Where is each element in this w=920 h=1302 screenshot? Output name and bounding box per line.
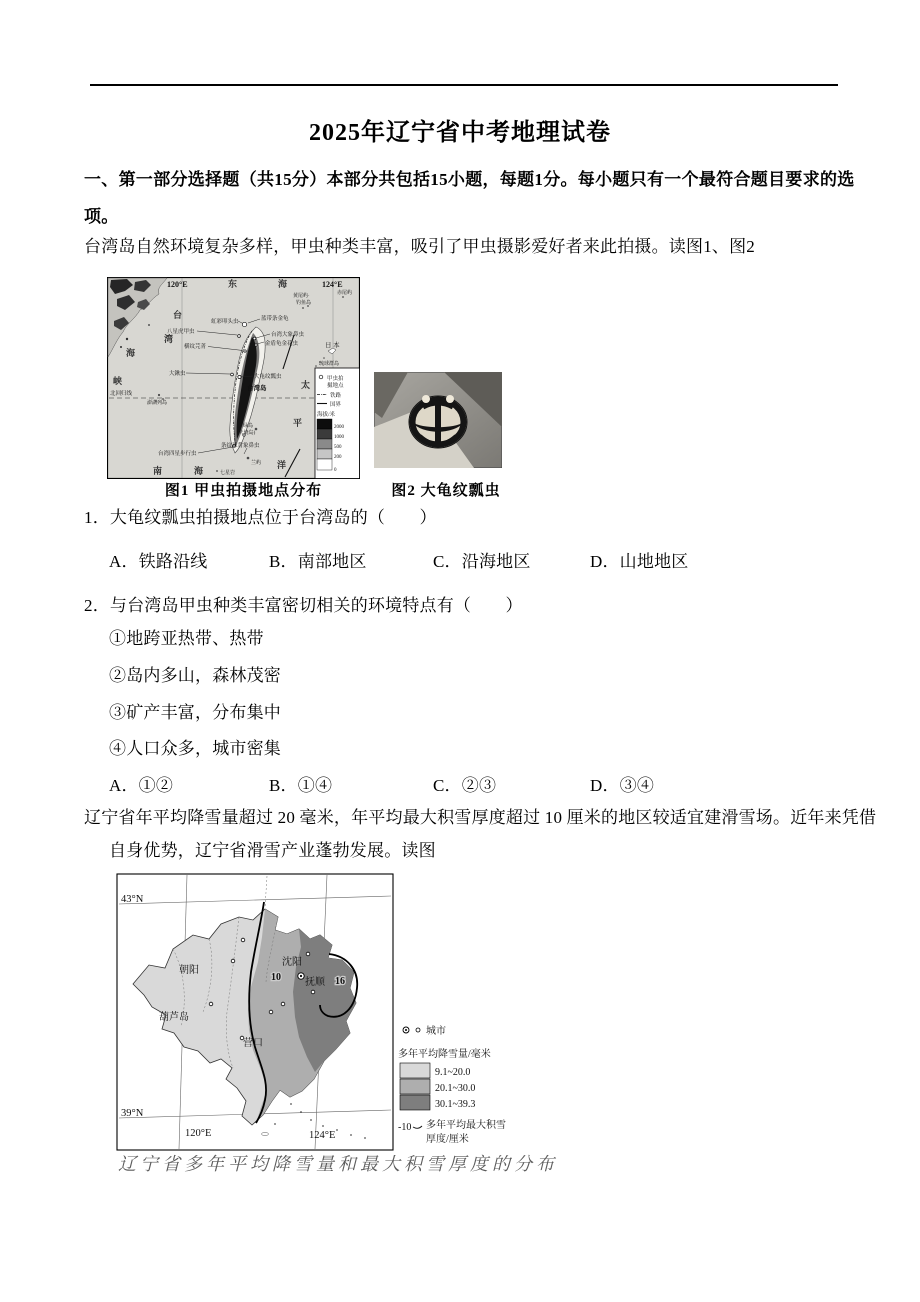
figure3-caption: 辽宁省多年平均降雪量和最大积雪厚度的分布 [118, 1154, 558, 1174]
legend-point-line2: 摄地点 [327, 383, 344, 389]
fig3-legend [398, 1024, 506, 1145]
legend-elevation-title: 海拔/米 [317, 412, 336, 418]
fig3-lon-left: 120°E [185, 1128, 212, 1139]
section-heading-line1: 一、第一部分选择题（共15分）本部分共包括15小题，每题1分。每小题只有一个最符合题目要求的选 [84, 170, 855, 189]
elev-tick-500: 500 [334, 445, 342, 450]
q2-option-c: C．②③ [433, 776, 497, 795]
ladybug-body [409, 395, 467, 448]
city-label-chaoyang: 朝阳 [179, 965, 199, 976]
q2-option-d: D．③④ [590, 776, 655, 795]
figure3-liaoning-map [115, 872, 555, 1152]
label-lvdao: 绿岛 [243, 424, 254, 429]
q1-option-b: B．南部地区 [269, 552, 367, 571]
strait-char3: 海 [126, 348, 137, 358]
label-beetle-sixing: 台湾四星步行虫 [158, 451, 197, 457]
figure1-taiwan-map [107, 277, 360, 479]
q1-option-d: D．山地地区 [590, 552, 689, 571]
label-lanyu: 兰屿 [251, 461, 262, 466]
isoline-label-10: 10 [271, 972, 281, 983]
city-label-huludao: 葫芦岛 [159, 1012, 189, 1023]
pacific-char1: 太 [301, 380, 312, 390]
q2-item-1: ①地跨亚热带、热带 [109, 629, 264, 648]
label-beetle-hengwen: 横纹芫菁 [184, 344, 207, 350]
snow-swatch-dark [400, 1095, 430, 1110]
legend-point-line1: 甲虫拍 [327, 376, 344, 382]
question-2-stem: 2．与台湾岛甲虫种类丰富密切相关的环境特点有（ ） [84, 596, 523, 615]
elev-swatch-200 [317, 449, 332, 459]
snow-range-2: 20.1~30.0 [435, 1083, 476, 1094]
label-beetle-daqiu: 大鍬虫 [169, 371, 186, 377]
label-tropic: 北回归线 [110, 391, 133, 397]
label-beetle-daxiang: 台湾大象鼻虫 [271, 332, 305, 338]
q1-option-a: A．铁路沿线 [109, 552, 208, 571]
label-diaoyu-line1: 黄尾屿· [293, 294, 310, 299]
south-sea-char1: 南 [153, 466, 164, 476]
label-beetle-landai: 蓝带条金龟 [261, 316, 289, 322]
pacific-char3: 洋 [277, 460, 288, 470]
legend-city-label: 城市 [426, 1026, 446, 1037]
elev-tick-200: 200 [334, 455, 342, 460]
fig1-lon-right: 124°E [322, 280, 343, 289]
legend-depth-line2: 厚度/厘米 [426, 1134, 469, 1145]
legend-point-icon [319, 375, 323, 379]
intro-taiwan: 台湾岛自然环境复杂多样，甲虫种类丰富，吸引了甲虫摄影爱好者来此拍摄。读图1、图2 [84, 237, 755, 256]
intro-liaoning-line1: 辽宁省年平均降雪量超过 20 毫米，年平均最大积雪厚度超过 10 厘米的地区较适宜建滑雪场。近年来凭借 [84, 808, 877, 827]
label-beetle-hongcai: 虹彩叩头虫 [211, 319, 239, 325]
legend-depth-curve-icon [413, 1126, 422, 1128]
section-heading-line2: 项。 [84, 207, 119, 226]
page-title: 2025年辽宁省中考地理试卷 [309, 120, 611, 146]
city-label-yingkou: 营口 [243, 1038, 263, 1049]
fig1-legend [315, 368, 360, 479]
snow-swatch-medium [400, 1079, 430, 1094]
strait-char1: 台 [173, 310, 184, 320]
label-qixingyan: 七星岩 [220, 471, 236, 476]
snow-range-3: 30.1~39.3 [435, 1099, 476, 1110]
label-beetle-tiaowen: 条纹球背象鼻虫 [221, 443, 260, 449]
label-diaoyu-line2: 钓鱼岛 [296, 301, 312, 306]
ladybug-spot-right [446, 395, 454, 403]
q2-item-4: ④人口众多，城市密集 [109, 739, 281, 758]
east-sea-char1: 东 [228, 279, 239, 289]
ladybug-spot-left [422, 395, 430, 403]
elev-tick-2000: 2000 [334, 425, 344, 430]
label-ryukyu: 琉球群岛 [319, 362, 340, 367]
legend-depth-line1: 多年平均最大积雪 [426, 1120, 506, 1131]
figure1-caption: 图1 甲虫拍摄地点分布 [164, 483, 323, 499]
q2-option-a: A．①② [109, 776, 174, 795]
elev-swatch-1000 [317, 429, 332, 439]
strait-char2: 湾 [164, 334, 175, 344]
elev-swatch-0 [317, 459, 332, 470]
label-japan: 日 本 [325, 342, 340, 349]
q2-item-3: ③矿产丰富，分布集中 [109, 703, 281, 722]
east-sea-char2: 海 [278, 279, 289, 289]
elev-tick-0: 0 [334, 468, 337, 473]
legend-railway-label: 铁路 [330, 393, 342, 399]
label-beetle-baxing: 八星虎甲虫 [167, 329, 195, 335]
intro-liaoning-line2: 自身优势，辽宁省滑雪产业蓬勃发展。读图 [109, 841, 436, 860]
elev-swatch-500 [317, 439, 332, 449]
q1-option-c: C．沿海地区 [433, 552, 531, 571]
label-penghu: 澎湖列岛 [147, 401, 168, 406]
label-beetle-jindun: 金盾龟金花虫 [265, 341, 299, 347]
figure2-beetle-photo [374, 372, 502, 468]
label-huoshaodao: (火烧岛) [237, 431, 256, 436]
fig3-lat-bottom: 39°N [121, 1108, 144, 1119]
pacific-char2: 平 [293, 418, 304, 428]
top-divider [90, 84, 838, 86]
strait-char4: 峡 [113, 376, 124, 386]
city-label-shenyang: 沈阳 [282, 957, 302, 968]
fig3-lon-right: 124°E [309, 1130, 336, 1141]
question-1-stem: 1．大龟纹瓢虫拍摄地点位于台湾岛的（ ） [84, 508, 437, 527]
label-chiwei: 赤尾屿 [337, 291, 353, 296]
snow-range-1: 9.1~20.0 [435, 1067, 471, 1078]
q2-option-b: B．①④ [269, 776, 333, 795]
label-taiwan-island: 台湾岛 [247, 385, 267, 392]
legend-depth-symbol: -10 [398, 1122, 412, 1133]
snow-swatch-light [400, 1063, 430, 1078]
legend-city-icon [416, 1028, 420, 1032]
city-label-fushun: 抚顺 [305, 977, 325, 988]
legend-snowfall-title: 多年平均降雪量/毫米 [398, 1049, 491, 1060]
elev-tick-1000: 1000 [334, 435, 344, 440]
figure2-caption: 图2 大龟纹瓢虫 [391, 483, 501, 499]
fig1-lon-left: 120°E [167, 280, 188, 289]
legend-border-label: 国界 [330, 402, 342, 408]
q2-item-2: ②岛内多山，森林茂密 [109, 666, 281, 685]
south-sea-char2: 海 [194, 466, 205, 476]
fig3-lat-top: 43°N [121, 894, 144, 905]
elev-swatch-2000 [317, 419, 332, 429]
isoline-label-16: 16 [335, 976, 345, 987]
label-beetle-daguiwen: 大龟纹瓢虫 [254, 374, 282, 380]
